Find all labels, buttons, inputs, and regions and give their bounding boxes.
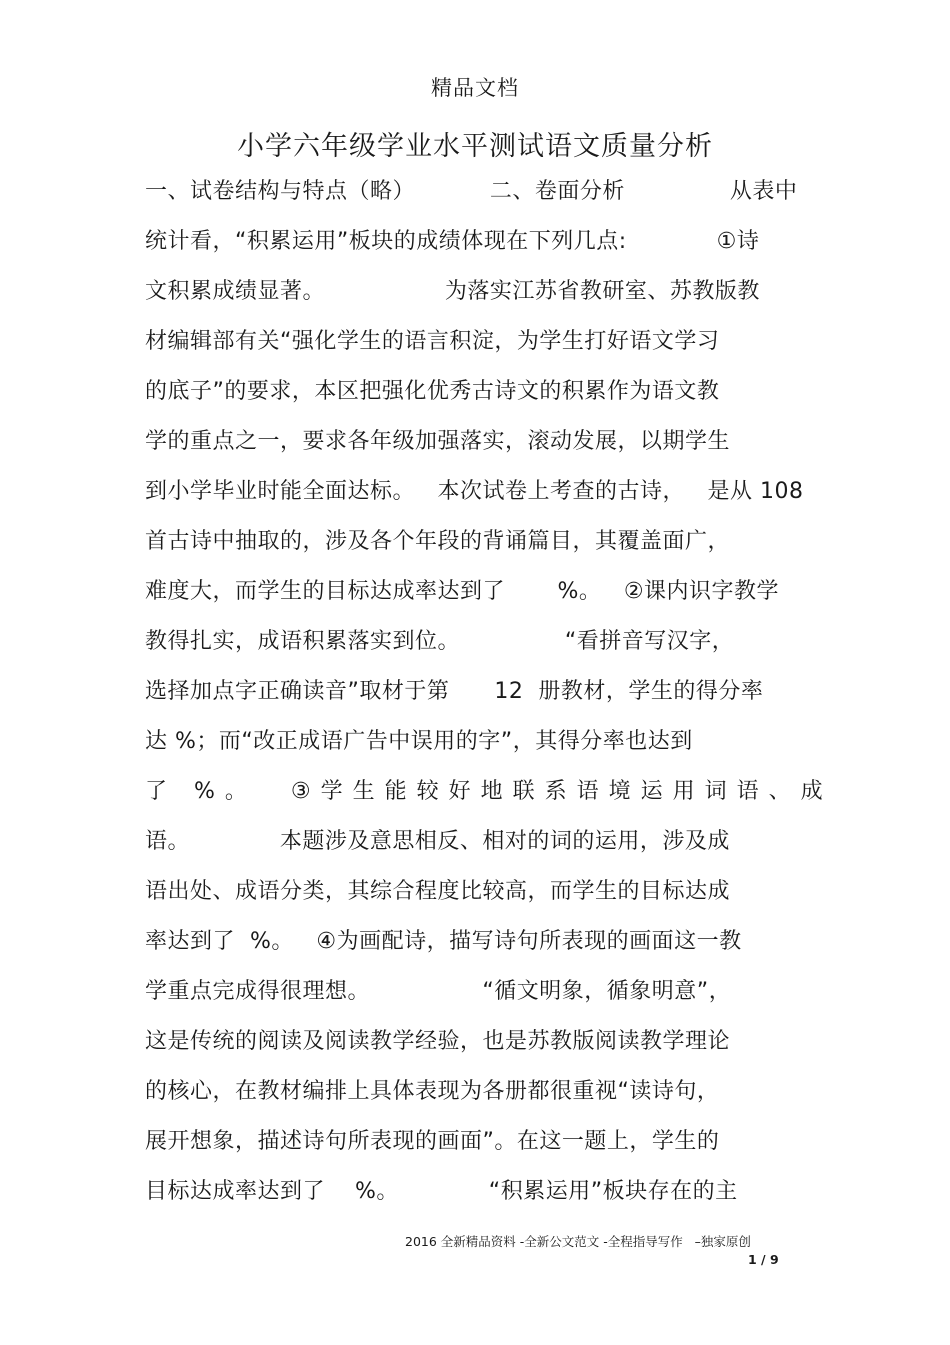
page-header: 精品文档: [431, 76, 519, 100]
text-line: 一、试卷结构与特点（略） 二、卷面分析 从表中: [145, 179, 798, 204]
text-line: 学的重点之一，要求各年级加强落实，滚动发展，以期学生: [145, 429, 731, 454]
page-footer: 2016 全新精品资料 -全新公文范文 -全程指导写作 –独家原创: [405, 1234, 751, 1249]
text-line: 达 %；而“改正成语广告中误用的字”，其得分率也达到: [145, 729, 693, 754]
text-line: 的底子”的要求，本区把强化优秀古诗文的积累作为语文教: [145, 379, 720, 404]
text-line: 的核心，在教材编排上具体表现为各册都很重视“读诗句，: [145, 1079, 720, 1104]
text-line: 选择加点字正确读音”取材于第 12 册教材，学生的得分率: [145, 679, 764, 704]
text-line: 材编辑部有关“强化学生的语言积淀，为学生打好语文学习: [145, 329, 720, 354]
text-line: 目标达成率达到了 %。 “积累运用”板块存在的主: [145, 1179, 738, 1204]
text-line: 学重点完成得很理想。 “循文明象，循象明意”，: [145, 979, 732, 1004]
document-title: 小学六年级学业水平测试语文质量分析: [237, 131, 713, 162]
text-line: 难度大，而学生的目标达成率达到了 %。 ②课内识字教学: [145, 579, 780, 604]
text-line: 语出处、成语分类，其综合程度比较高，而学生的目标达成: [145, 879, 731, 904]
text-line: 文积累成绩显著。 为落实江苏省教研室、苏教版教: [145, 279, 760, 304]
text-line: 语。 本题涉及意思相反、相对的词的运用，涉及成: [145, 829, 730, 854]
text-line: 统计看，“积累运用”板块的成绩体现在下列几点: ①诗: [145, 229, 760, 254]
page-number: 1 / 9: [748, 1252, 779, 1267]
text-line: 这是传统的阅读及阅读教学经验，也是苏教版阅读教学理论: [145, 1029, 731, 1054]
text-line: 教得扎实，成语积累落实到位。 “看拼音写汉字，: [145, 629, 735, 654]
text-line: 展开想象，描述诗句所表现的画面”。在这一题上，学生的: [145, 1129, 720, 1154]
text-line: 到小学毕业时能全面达标。 本次试卷上考查的古诗， 是从 108: [145, 479, 804, 504]
text-line: 率达到了 %。 ④为画配诗，描写诗句所表现的画面这一教: [145, 929, 742, 954]
text-line: 首古诗中抽取的，涉及各个年段的背诵篇目，其覆盖面广，: [145, 529, 731, 554]
text-line: 了 %。 ③学生能较好地联系语境运用词语、成: [145, 779, 833, 804]
body-text: [145, 175, 833, 1225]
